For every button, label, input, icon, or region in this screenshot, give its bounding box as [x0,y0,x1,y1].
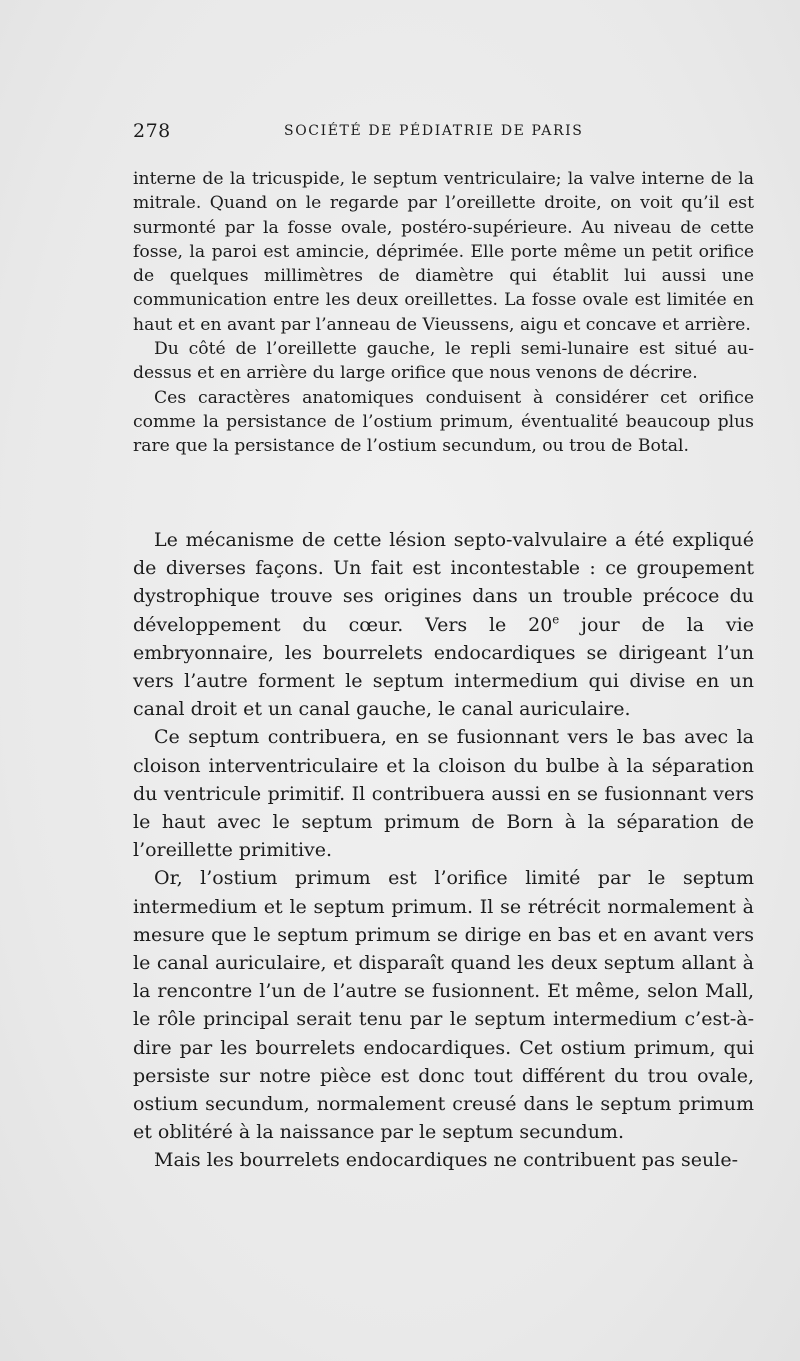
page-header [133,120,753,146]
page-number: 278 [133,120,171,142]
paragraph-large-4: Mais les bourrelets endocardiques ne contribuent pas seule- [154,1149,738,1172]
paragraph-large-3: Or, l’ostium primum est l’orifice limité par le septum intermedium et le septum primum. Il se rétrécit normalement à mesure que le septum primum se dirige en bas et en avant vers le canal auriculaire, et disparaît quand les deux septum allant à la rencontre l’un de l’autre se fusionnent. Et même, selon Mall, le rôle principal serait tenu par le septum intermedium c’est-à-dire par les bourrelets endocardiques. Cet ostium primum, qui persiste sur notre pièce est donc tout différent du trou ovale, ostium secundum, normalement creusé dans le septum primum et oblitéré à la naissance par le septum secundum. [133,867,754,1144]
ordinal-superscript: e [552,612,560,627]
paragraph-large-1 [133,526,754,723]
paragraph-large-1-part-b: jour de la vie embryonnaire, les bourrelets endocardiques se dirigeant l’un vers l’autre forment le septum intermedium qui divise en un canal droit et un canal gauche, le canal auriculaire. [133,613,754,721]
running-head: SOCIÉTÉ DE PÉDIATRIE DE PARIS [284,123,584,139]
main-text-section [133,526,754,1175]
paragraph-small-1: interne de la tricuspide, le septum ventriculaire; la valve interne de la mitrale. Quand on le regarde par l’oreillette droite, on voit qu’il est surmonté par la fosse ovale, postéro-supérieure. Au niveau de cette fosse, la paroi est amincie, déprimée. Elle porte même un petit orifice de quelques millimètres de diamètre qui établit lui aussi une communication entre les deux oreillettes. La fosse ovale est limitée en haut et en avant par l’anneau de Vieussens, aigu et concave et arrière. [133,169,754,335]
paragraph-large-2: Ce septum contribuera, en se fusionnant vers le bas avec la cloison interventriculaire et la cloison du bulbe à la séparation du ventricule primitif. Il contribuera aussi en se fusionnant vers le haut avec le septum primum de Born à la séparation de l’oreillette primitive. [133,726,754,862]
paragraph-small-2: Du côté de l’oreillette gauche, le repli semi-lunaire est situé au-dessus et en arrière du large orifice que nous venons de décrire. [133,339,754,384]
paragraph-large-1-part-a: Le mécanisme de cette lésion septo-valvulaire a été expliqué de diverses façons. Un fait est incontestable : ce groupement dystrophique trouve ses origines dans un trouble précoce du développement du cœur. Vers le 20 [133,529,754,636]
small-print-section [133,167,754,459]
paragraph-small-3: Ces caractères anatomiques conduisent à considérer cet orifice comme la persistance de l’ostium primum, éventualité beaucoup plus rare que la persistance de l’ostium secundum, ou trou de Botal. [133,387,754,457]
